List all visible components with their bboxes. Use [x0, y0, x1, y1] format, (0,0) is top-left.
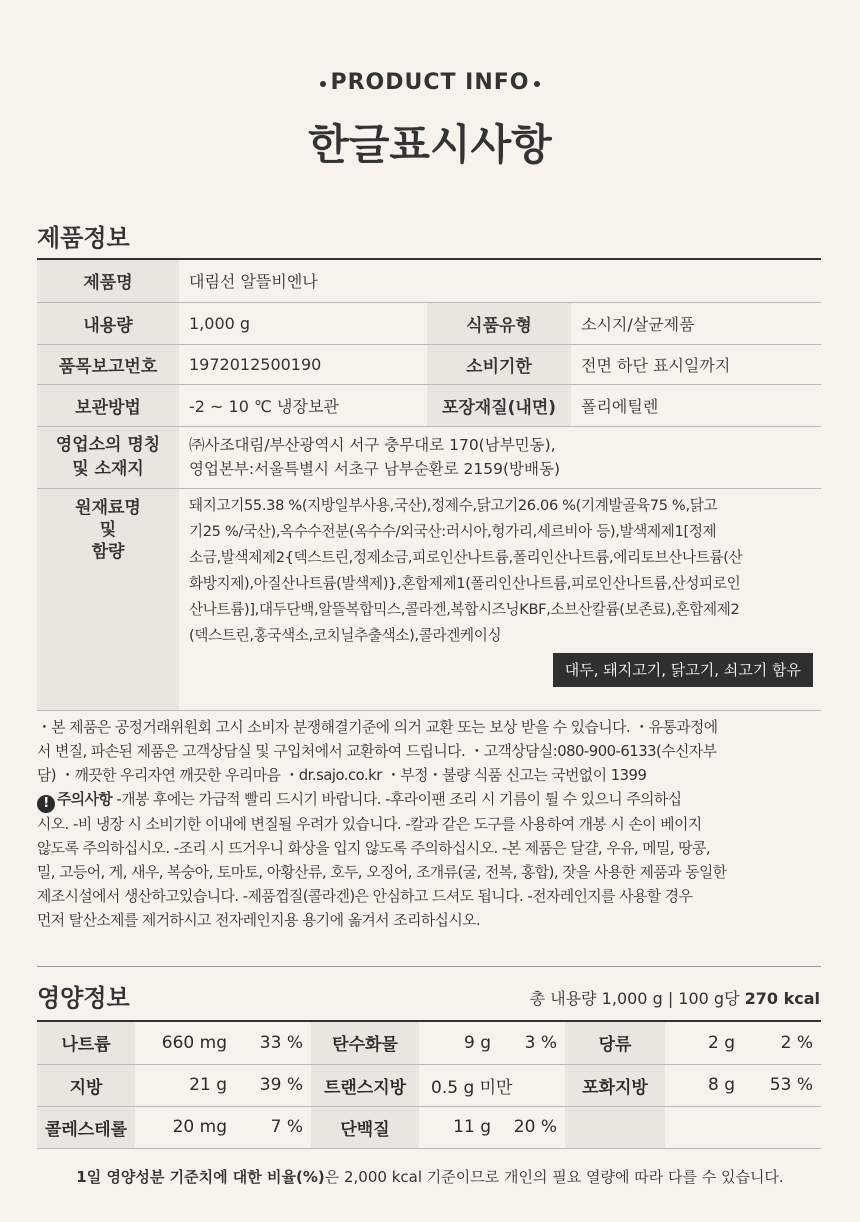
caution-line: 않도록 주의하십시오. -조리 시 뜨거우니 화상을 입지 않도록 주의하십시오. -본 제품은 달걀, 우유, 메밀, 땅콩,: [37, 840, 711, 857]
storage-label: 보관방법: [37, 384, 179, 426]
nutrition-section-title: 영양정보: [37, 984, 130, 1012]
nutrient-amount-empty: [665, 1106, 743, 1148]
product-name-value: 대림선 알뜰비엔나: [179, 260, 821, 302]
notice-line: 서 변질, 파손된 제품은 고객상담실 및 구입처에서 교환하여 드립니다. ・고객상담실:080-900-6133(수신자부: [37, 743, 717, 760]
table-row: [37, 302, 821, 344]
table-row: [37, 488, 821, 710]
nutrient-amount: 20 mg: [135, 1106, 235, 1148]
notice-line: ・본 제품은 공정거래위원회 고시 소비자 분쟁해결기준에 의거 교환 또는 보상 받을 수 있습니다. ・유통과정에: [37, 719, 718, 736]
nutrition-footnote: 1일 영양성분 기준치에 대한 비율(%)은 2,000 kcal 기준이므로 개인의 필요 열량에 따라 다를 수 있습니다.: [76, 1168, 784, 1186]
ingredients-line: 화방지제),아질산나트륨(발색제)},혼합제제1(폴리인산나트륨,피로인산나트륨,산성피로인: [189, 574, 741, 592]
caution-line: ! 주의사항 -개봉 후에는 가급적 빨리 드시기 바랍니다. -후라이팬 조리 시 기름이 튈 수 있으니 주의하십: [37, 788, 821, 813]
nutrient-amount: 660 mg: [135, 1022, 235, 1064]
nutrient-label: 탄수화물: [311, 1022, 419, 1064]
dot-right: [534, 81, 540, 87]
nutrient-label: 당류: [565, 1022, 665, 1064]
product-section-title: 제품정보: [37, 224, 130, 252]
nutrient-pct: 53 %: [743, 1064, 821, 1106]
nutrient-pct: 3 %: [499, 1022, 565, 1064]
nutrient-amount: 11 g: [419, 1106, 499, 1148]
nutrient-label: 나트륨: [37, 1022, 135, 1064]
nutrient-amount: 0.5 g 미만: [419, 1064, 565, 1106]
ingredients-line: 소금,발색제제2{덱스트린,정제소금,피로인산나트륨,폴리인산나트륨,에리토브산나트륨(산: [189, 548, 743, 566]
nutrient-amount: 9 g: [419, 1022, 499, 1064]
ingredients-line: 돼지고기55.38 %(지방일부사용,국산),정제수,닭고기26.06 %(기계발골육75 %,닭고: [189, 496, 718, 514]
nutrient-pct: 2 %: [743, 1022, 821, 1064]
notice-block: [37, 716, 821, 933]
nutrient-label-empty: [565, 1106, 665, 1148]
nutrient-label: 포화지방: [565, 1064, 665, 1106]
table-row: [37, 1064, 821, 1106]
ingredients-value: [179, 488, 821, 710]
nutrient-pct: 20 %: [499, 1106, 565, 1148]
nutrient-amount: 8 g: [665, 1064, 743, 1106]
nutrient-pct: 39 %: [235, 1064, 311, 1106]
warning-icon: !: [37, 795, 55, 813]
volume-label: 내용량: [37, 302, 179, 344]
nutrient-label: 트랜스지방: [311, 1064, 419, 1106]
business-label: 영업소의 명칭 및 소재지: [37, 426, 179, 488]
page-title: 한글표시사항: [308, 120, 552, 169]
packaging-label: 포장재질(내면): [427, 384, 571, 426]
table-row: [37, 344, 821, 384]
food-type-label: 식품유형: [427, 302, 571, 344]
business-value: ㈜사조대림/부산광역시 서구 충무대로 170(남부민동), 영업본부:서울특별시 서초구 남부순환로 2159(방배동): [179, 426, 821, 488]
ingredients-line: 산나트륨)],대두단백,알뜰복합믹스,콜라겐,복합시즈닝KBF,소브산칼륨(보존료),혼합제제2: [189, 600, 740, 618]
caution-title: 주의사항: [57, 791, 113, 808]
nutrient-pct-empty: [743, 1106, 821, 1148]
nutrient-amount: 2 g: [665, 1022, 743, 1064]
nutrition-summary: 총 내용량 1,000 g | 100 g당 270 kcal: [529, 989, 820, 1008]
food-type-value: 소시지/살균제품: [571, 302, 821, 344]
ingredients-line: (덱스트린,홍국색소,코치닐추출색소),콜라겐케이싱: [189, 626, 502, 644]
nutrient-amount: 21 g: [135, 1064, 235, 1106]
nutrient-label: 지방: [37, 1064, 135, 1106]
nutrient-label: 콜레스테롤: [37, 1106, 135, 1148]
report-no-label: 품목보고번호: [37, 344, 179, 384]
nutrient-pct: 7 %: [235, 1106, 311, 1148]
report-no-value: 1972012500190: [179, 344, 427, 384]
nutrition-table: [37, 1022, 821, 1149]
ingredients-line: 기25 %/국산),옥수수전분(옥수수/외국산:러시아,헝가리,세르비아 등),발색제제1[정제: [189, 522, 717, 540]
ingredients-label: 원재료명 및 함량: [37, 488, 179, 710]
product-name-label: 제품명: [37, 260, 179, 302]
caution-line: 시오. -비 냉장 시 소비기한 이내에 변질될 우려가 있습니다. -칼과 같은 도구를 사용하여 개봉 시 손이 베이지: [37, 816, 702, 833]
caution-line: 제조시설에서 생산하고있습니다. -제품껍질(콜라겐)은 안심하고 드셔도 됩니다. -전자레인지를 사용할 경우: [37, 888, 693, 905]
table-row: [37, 260, 821, 302]
table-row: [37, 384, 821, 426]
kcal-value: 270 kcal: [744, 989, 820, 1008]
table-row: [37, 426, 821, 488]
notice-divider: [37, 966, 821, 967]
table-row: [37, 1106, 821, 1148]
notice-line: 담) ・깨끗한 우리자연 깨끗한 우리마음 ・dr.sajo.co.kr ・부정・불량 식품 신고는 국번없이 1399: [37, 767, 647, 784]
caution-line: 먼저 탈산소제를 제거하시고 전자레인지용 용기에 옮겨서 조리하십시오.: [37, 912, 481, 929]
expiry-label: 소비기한: [427, 344, 571, 384]
table-row: [37, 1022, 821, 1064]
packaging-value: 폴리에틸렌: [571, 384, 821, 426]
dot-left: [320, 81, 326, 87]
product-info-eyebrow: PRODUCT INFO: [0, 70, 860, 95]
caution-line: 밀, 고등어, 게, 새우, 복숭아, 토마토, 아황산류, 호두, 오징어, 조개류(굴, 전복, 홍합), 잣을 사용한 제품과 동일한: [37, 864, 727, 881]
storage-value: -2 ~ 10 ℃ 냉장보관: [179, 384, 427, 426]
expiry-value: 전면 하단 표시일까지: [571, 344, 821, 384]
nutrient-label: 단백질: [311, 1106, 419, 1148]
volume-value: 1,000 g: [179, 302, 427, 344]
product-info-table: [37, 260, 821, 711]
allergy-badge: 대두, 돼지고기, 닭고기, 쇠고기 함유: [553, 653, 813, 687]
nutrient-pct: 33 %: [235, 1022, 311, 1064]
